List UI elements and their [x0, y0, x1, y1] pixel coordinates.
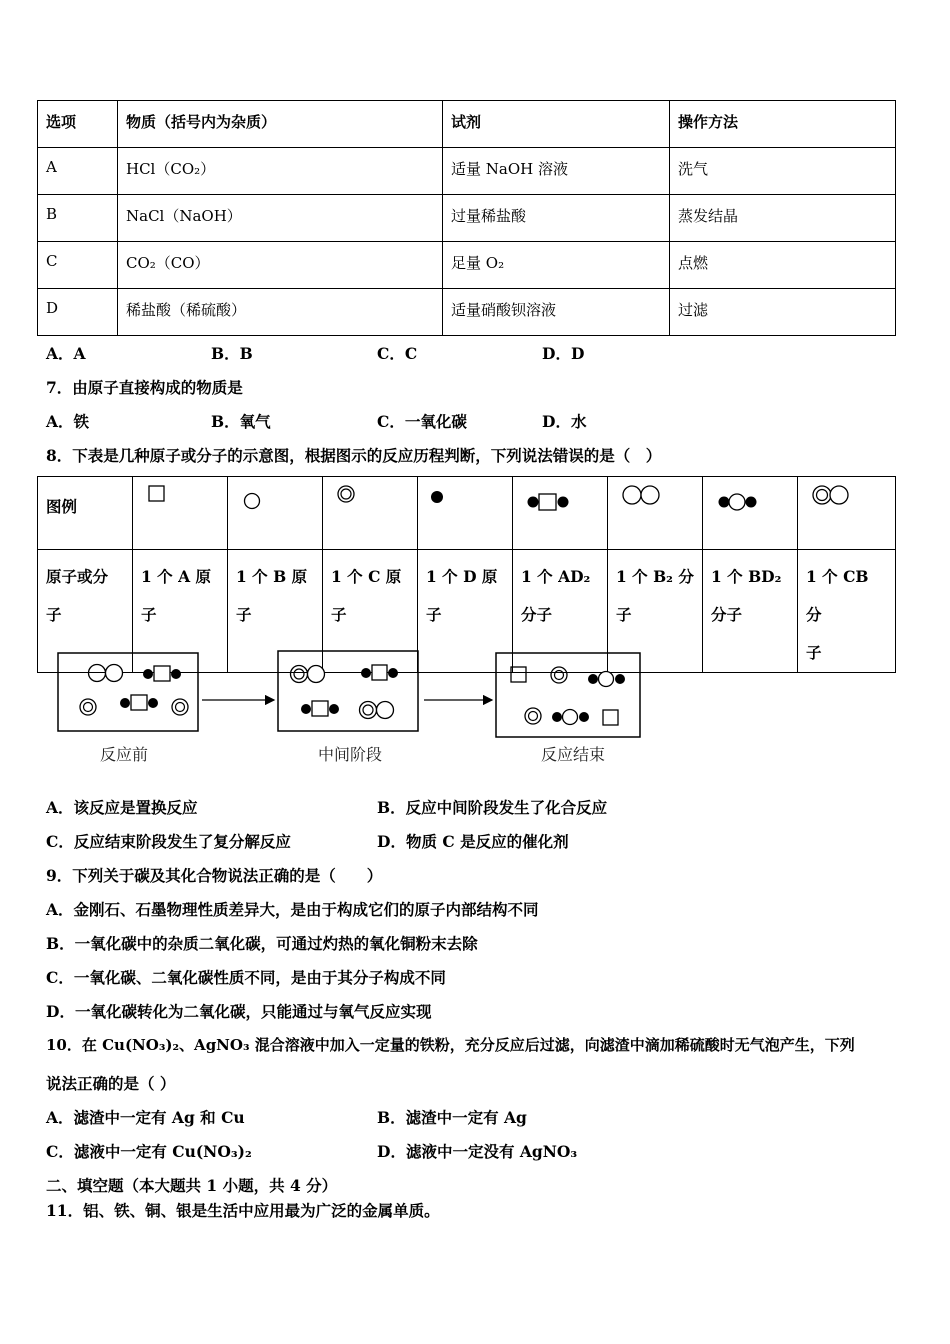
name-label-line2: 子 — [46, 605, 62, 624]
q7-option-d: D．水 — [542, 412, 587, 431]
legend-name: 分子 — [521, 605, 553, 624]
header-method: 操作方法 — [670, 101, 896, 148]
q8-stem: 8．下表是几种原子或分子的示意图，根据图示的反应历程判断，下列说法错误的是（ ） — [46, 446, 662, 465]
table-cell: C — [38, 242, 118, 289]
table-cell: 洗气 — [670, 148, 896, 195]
ad2-molecule-icon — [513, 477, 607, 539]
q6-option-b: B．B — [211, 344, 253, 363]
legend-name: 子 — [331, 605, 347, 624]
q6-option-d: D．D — [542, 344, 585, 363]
legend-name: 1 个 C 原 — [331, 567, 402, 586]
legend-name: 1 个 A 原 — [141, 567, 211, 586]
table-cell: 适量 NaOH 溶液 — [443, 148, 670, 195]
q9-option-b: B．一氧化碳中的杂质二氧化碳，可通过灼热的氧化铜粉末去除 — [46, 934, 478, 953]
section-title: 二、填空题（本大题共 1 小题，共 4 分） — [46, 1176, 338, 1195]
table-cell: 过量稀盐酸 — [443, 195, 670, 242]
legend-name: 子 — [806, 643, 822, 662]
table-cell: A — [38, 148, 118, 195]
q9-option-d: D．一氧化碳转化为二氧化碳，只能通过与氧气反应实现 — [46, 1002, 432, 1021]
table-row — [38, 289, 896, 336]
legend-icon-row — [38, 477, 896, 550]
table-cell: 稀盐酸（稀硫酸） — [118, 289, 443, 336]
q9-option-a: A．金刚石、石墨物理性质差异大，是由于构成它们的原子内部结构不同 — [46, 900, 539, 919]
table-cell: D — [38, 289, 118, 336]
legend-label: 图例 — [46, 497, 78, 516]
legend-name: 子 — [141, 605, 157, 624]
cb-molecule-icon — [798, 477, 895, 539]
question6-table — [37, 100, 896, 336]
table-cell: 蒸发结晶 — [670, 195, 896, 242]
legend-name: 1 个 B₂ 分 — [616, 567, 694, 586]
table-row — [38, 195, 896, 242]
q10-option-d: D．滤液中一定没有 AgNO₃ — [377, 1142, 578, 1161]
table-cell: CO₂（CO） — [118, 242, 443, 289]
legend-name: 1 个 CB 分 — [806, 567, 869, 624]
header-option: 选项 — [38, 101, 118, 148]
q8-option-b: B．反应中间阶段发生了化合反应 — [377, 798, 608, 817]
q6-option-c: C．C — [377, 344, 418, 363]
q10-option-b: B．滤渣中一定有 Ag — [377, 1108, 527, 1127]
legend-name: 分子 — [711, 605, 743, 624]
square-atom-icon — [133, 477, 227, 539]
q11-stem: 11．铝、铁、铜、银是生活中应用最为广泛的金属单质。 — [46, 1201, 440, 1220]
q7-option-c: C．一氧化碳 — [377, 412, 467, 431]
q7-stem: 7．由原子直接构成的物质是 — [46, 378, 243, 397]
reaction-diagram — [40, 645, 660, 745]
stage-end-box — [496, 653, 640, 737]
legend-name: 1 个 D 原 — [426, 567, 498, 586]
legend-name: 1 个 B 原 — [236, 567, 308, 586]
table-cell: 适量硝酸钡溶液 — [443, 289, 670, 336]
q8-option-c: C．反应结束阶段发生了复分解反应 — [46, 832, 291, 851]
q7-option-b: B．氧气 — [211, 412, 271, 431]
table-cell: B — [38, 195, 118, 242]
table-cell: 过滤 — [670, 289, 896, 336]
q10-stem-line1: 10．在 Cu(NO₃)₂、AgNO₃ 混合溶液中加入一定量的铁粉，充分反应后过滤，向滤渣中滴加稀硫酸时无气泡产生，下列 — [46, 1036, 855, 1054]
legend-table — [37, 476, 896, 673]
legend-name: 子 — [236, 605, 252, 624]
table-cell: 点燃 — [670, 242, 896, 289]
b2-molecule-icon — [608, 477, 702, 539]
stage-before-label: 反应前 — [100, 745, 149, 764]
stage-before-box — [58, 653, 198, 731]
legend-name: 子 — [426, 605, 442, 624]
legend-name: 子 — [616, 605, 632, 624]
circle-atom-icon — [228, 477, 322, 539]
legend-name: 1 个 BD₂ — [711, 567, 782, 586]
bd2-molecule-icon — [703, 477, 797, 539]
q10-stem-line2: 说法正确的是（ ） — [46, 1074, 176, 1093]
q10-option-c: C．滤液中一定有 Cu(NO₃)₂ — [46, 1142, 252, 1161]
q10-option-a: A．滤渣中一定有 Ag 和 Cu — [46, 1108, 245, 1127]
stage-end-label: 反应结束 — [541, 745, 606, 764]
table-cell: HCl（CO₂） — [118, 148, 443, 195]
q9-option-c: C．一氧化碳、二氧化碳性质不同，是由于其分子构成不同 — [46, 968, 446, 987]
stage-middle-box — [278, 651, 418, 731]
double-circle-atom-icon — [323, 477, 417, 539]
q8-option-a: A．该反应是置换反应 — [46, 798, 198, 817]
q9-stem: 9．下列关于碳及其化合物说法正确的是（ ） — [46, 866, 383, 885]
header-substance: 物质（括号内为杂质） — [118, 101, 443, 148]
q6-option-a: A．A — [46, 344, 86, 363]
legend-name: 1 个 AD₂ — [521, 567, 591, 586]
table-cell: 足量 O₂ — [443, 242, 670, 289]
q8-option-d: D．物质 C 是反应的催化剂 — [377, 832, 569, 851]
header-reagent: 试剂 — [443, 101, 670, 148]
table-row — [38, 242, 896, 289]
table-header-row — [38, 101, 896, 148]
table-cell: NaCl（NaOH） — [118, 195, 443, 242]
filled-dot-atom-icon — [418, 477, 512, 539]
stage-middle-label: 中间阶段 — [318, 745, 383, 764]
table-row — [38, 148, 896, 195]
name-label-line1: 原子或分 — [46, 567, 109, 586]
q7-option-a: A．铁 — [46, 412, 90, 431]
